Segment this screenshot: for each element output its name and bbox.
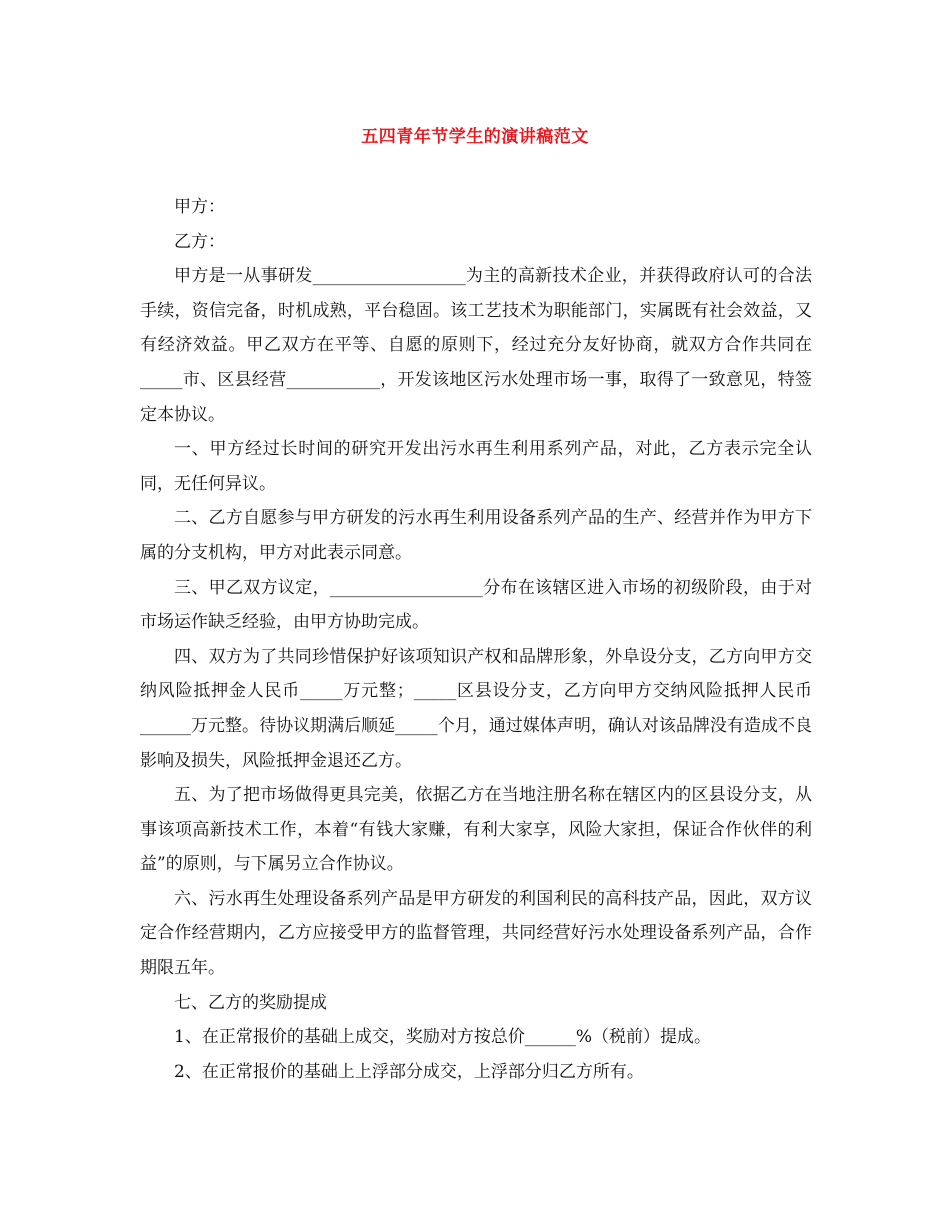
party-a-line: 甲方：	[174, 197, 225, 217]
party-b-line: 乙方：	[174, 231, 225, 252]
clause-1: 一、甲方经过长时间的研究开发出污水再生利用系列产品，对此，乙方表示完全认同，无任何异议。	[140, 439, 812, 494]
clause-7-heading: 七、乙方的奖励提成	[174, 992, 327, 1013]
clause-7-item-1: 1、在正常报价的基础上成交，奖励对方按总价______%（税前）提成。	[174, 1027, 711, 1048]
clause-4: 四、双方为了共同珍惜保护好该项知识产权和品牌形象，外阜设分支，乙方向甲方交纳风险抵押金人民币_____万元整；_____区县设分支，乙方向甲方交纳风险抵押人民币______万元整。待协议期满后顺延_____个月，通过媒体声明，确认对该品牌没有造成不良影响及损失，风险抵押金退还乙方。	[140, 646, 812, 771]
clause-3: 三、甲乙双方议定，__________________分布在该辖区进入市场的初级阶段，由于对市场运作缺乏经验，由甲方协助完成。	[140, 577, 812, 633]
clause-2: 二、乙方自愿参与甲方研发的污水再生利用设备系列产品的生产、经营并作为甲方下属的分支机构，甲方对此表示同意。	[140, 508, 812, 563]
clause-7-item-2: 2、在正常报价的基础上上浮部分成交，上浮部分归乙方所有。	[174, 1061, 644, 1082]
clause-6: 六、污水再生处理设备系列产品是甲方研发的利国利民的高科技产品，因此，双方议定合作经营期内，乙方应接受甲方的监督管理，共同经营好污水处理设备系列产品，合作期限五年。	[140, 888, 812, 979]
document-body	[140, 190, 812, 1089]
clause-5: 五、为了把市场做得更具完美，依据乙方在当地注册名称在辖区内的区县设分支，从事该项高新技术工作，本着“有钱大家赚，有利大家享，风险大家担，保证合作伙伴的利益”的原则，与下属另立合作协议。	[140, 785, 812, 875]
document-title: 五四青年节学生的演讲稿范文	[361, 127, 589, 147]
intro-paragraph: 甲方是一从事研发__________________为主的高新技术企业，并获得政府认可的合法手续，资信完备，时机成熟，平台稳固。该工艺技术为职能部门，实属既有社会效益，又有经济效益。甲乙双方在平等、自愿的原则下，经过充分友好协商，就双方合作共同在_____市、区县经营___________，开发该地区污水处理市场一事，取得了一致意见，特签定本协议。	[140, 266, 812, 425]
